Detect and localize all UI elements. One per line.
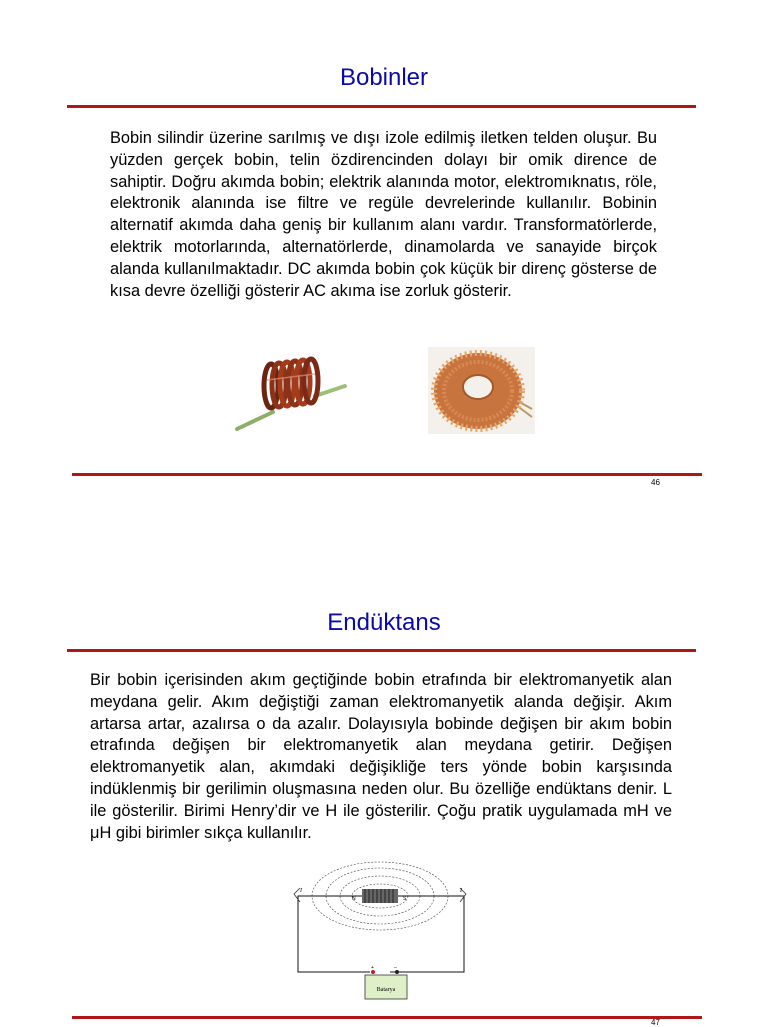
slide2-paragraph: Bir bobin içerisinden akım geçtiğinde bobin etrafında bir elektromanyetik alan meydana gelir. Akım değiştiği zaman elektromanyetik alanda değişir. Akım artarsa artar, azalırsa o da azalır. Dolayısıyla bobinde değişen bir akım bobin etrafında değişen bir elektromanyetik alan meydana getirir. Değişen elektromanyetik alan, akımdaki değişikliğe ters yönde bobin karşısında indüklenmiş bir gerilimin oluşmasına neden olur. Bu özelliğe endüktans denir. L ile gösterilir. Birimi Henry’dir ve H ile gösterilir. Çoğu pratik uygulamada mH ve μH gibi birimler sıkça kullanılır. [90, 671, 672, 842]
north-pole-label: N [352, 896, 356, 902]
slide1-paragraph: Bobin silindir üzerine sarılmış ve dışı izole edilmiş iletken telden oluşur. Bu yüzden gerçek bobin, telin özdirencinden dolayı bir omik dirence de sahiptir. Doğru akımda bobin; elektrik alanında motor, elektromıknatıs, röle, elektronik alanında ise filtre ve regüle devrelerinde kullanılır. Bobinin alternatif akımda daha geniş bir kullanım alanı vardır. Transformatörlerde, elektrik motorlarında, alternatörlerde, dinamolarda ve sanayide birçok alanda kullanılmaktadır. DC akımda bobin çok küçük bir direnç gösterse de kısa devre özelliği gösterir AC akıma ise zorluk gösterir. [110, 129, 657, 300]
slide2-page-number: 47 [651, 1018, 660, 1027]
electromagnet-circuit-diagram [280, 858, 480, 1004]
slide1-top-rule [67, 105, 696, 108]
slide2-top-rule [67, 649, 696, 652]
slide1-page-number: 46 [651, 478, 660, 487]
air-core-coil-image [233, 350, 349, 434]
battery-label: Batarya [376, 987, 396, 993]
slide1-title: Bobinler [339, 64, 429, 91]
toroidal-coil-image [428, 347, 535, 434]
slide2-bottom-rule [72, 1016, 702, 1019]
slide1-bottom-rule [72, 473, 702, 476]
slide2-title: Endüktans [327, 609, 441, 636]
battery-minus-sign: – [394, 965, 397, 971]
battery-plus-sign: + [371, 965, 374, 971]
current-label-right: I [460, 888, 462, 894]
current-label-left: I [300, 888, 302, 894]
south-pole-label: S [403, 896, 407, 902]
